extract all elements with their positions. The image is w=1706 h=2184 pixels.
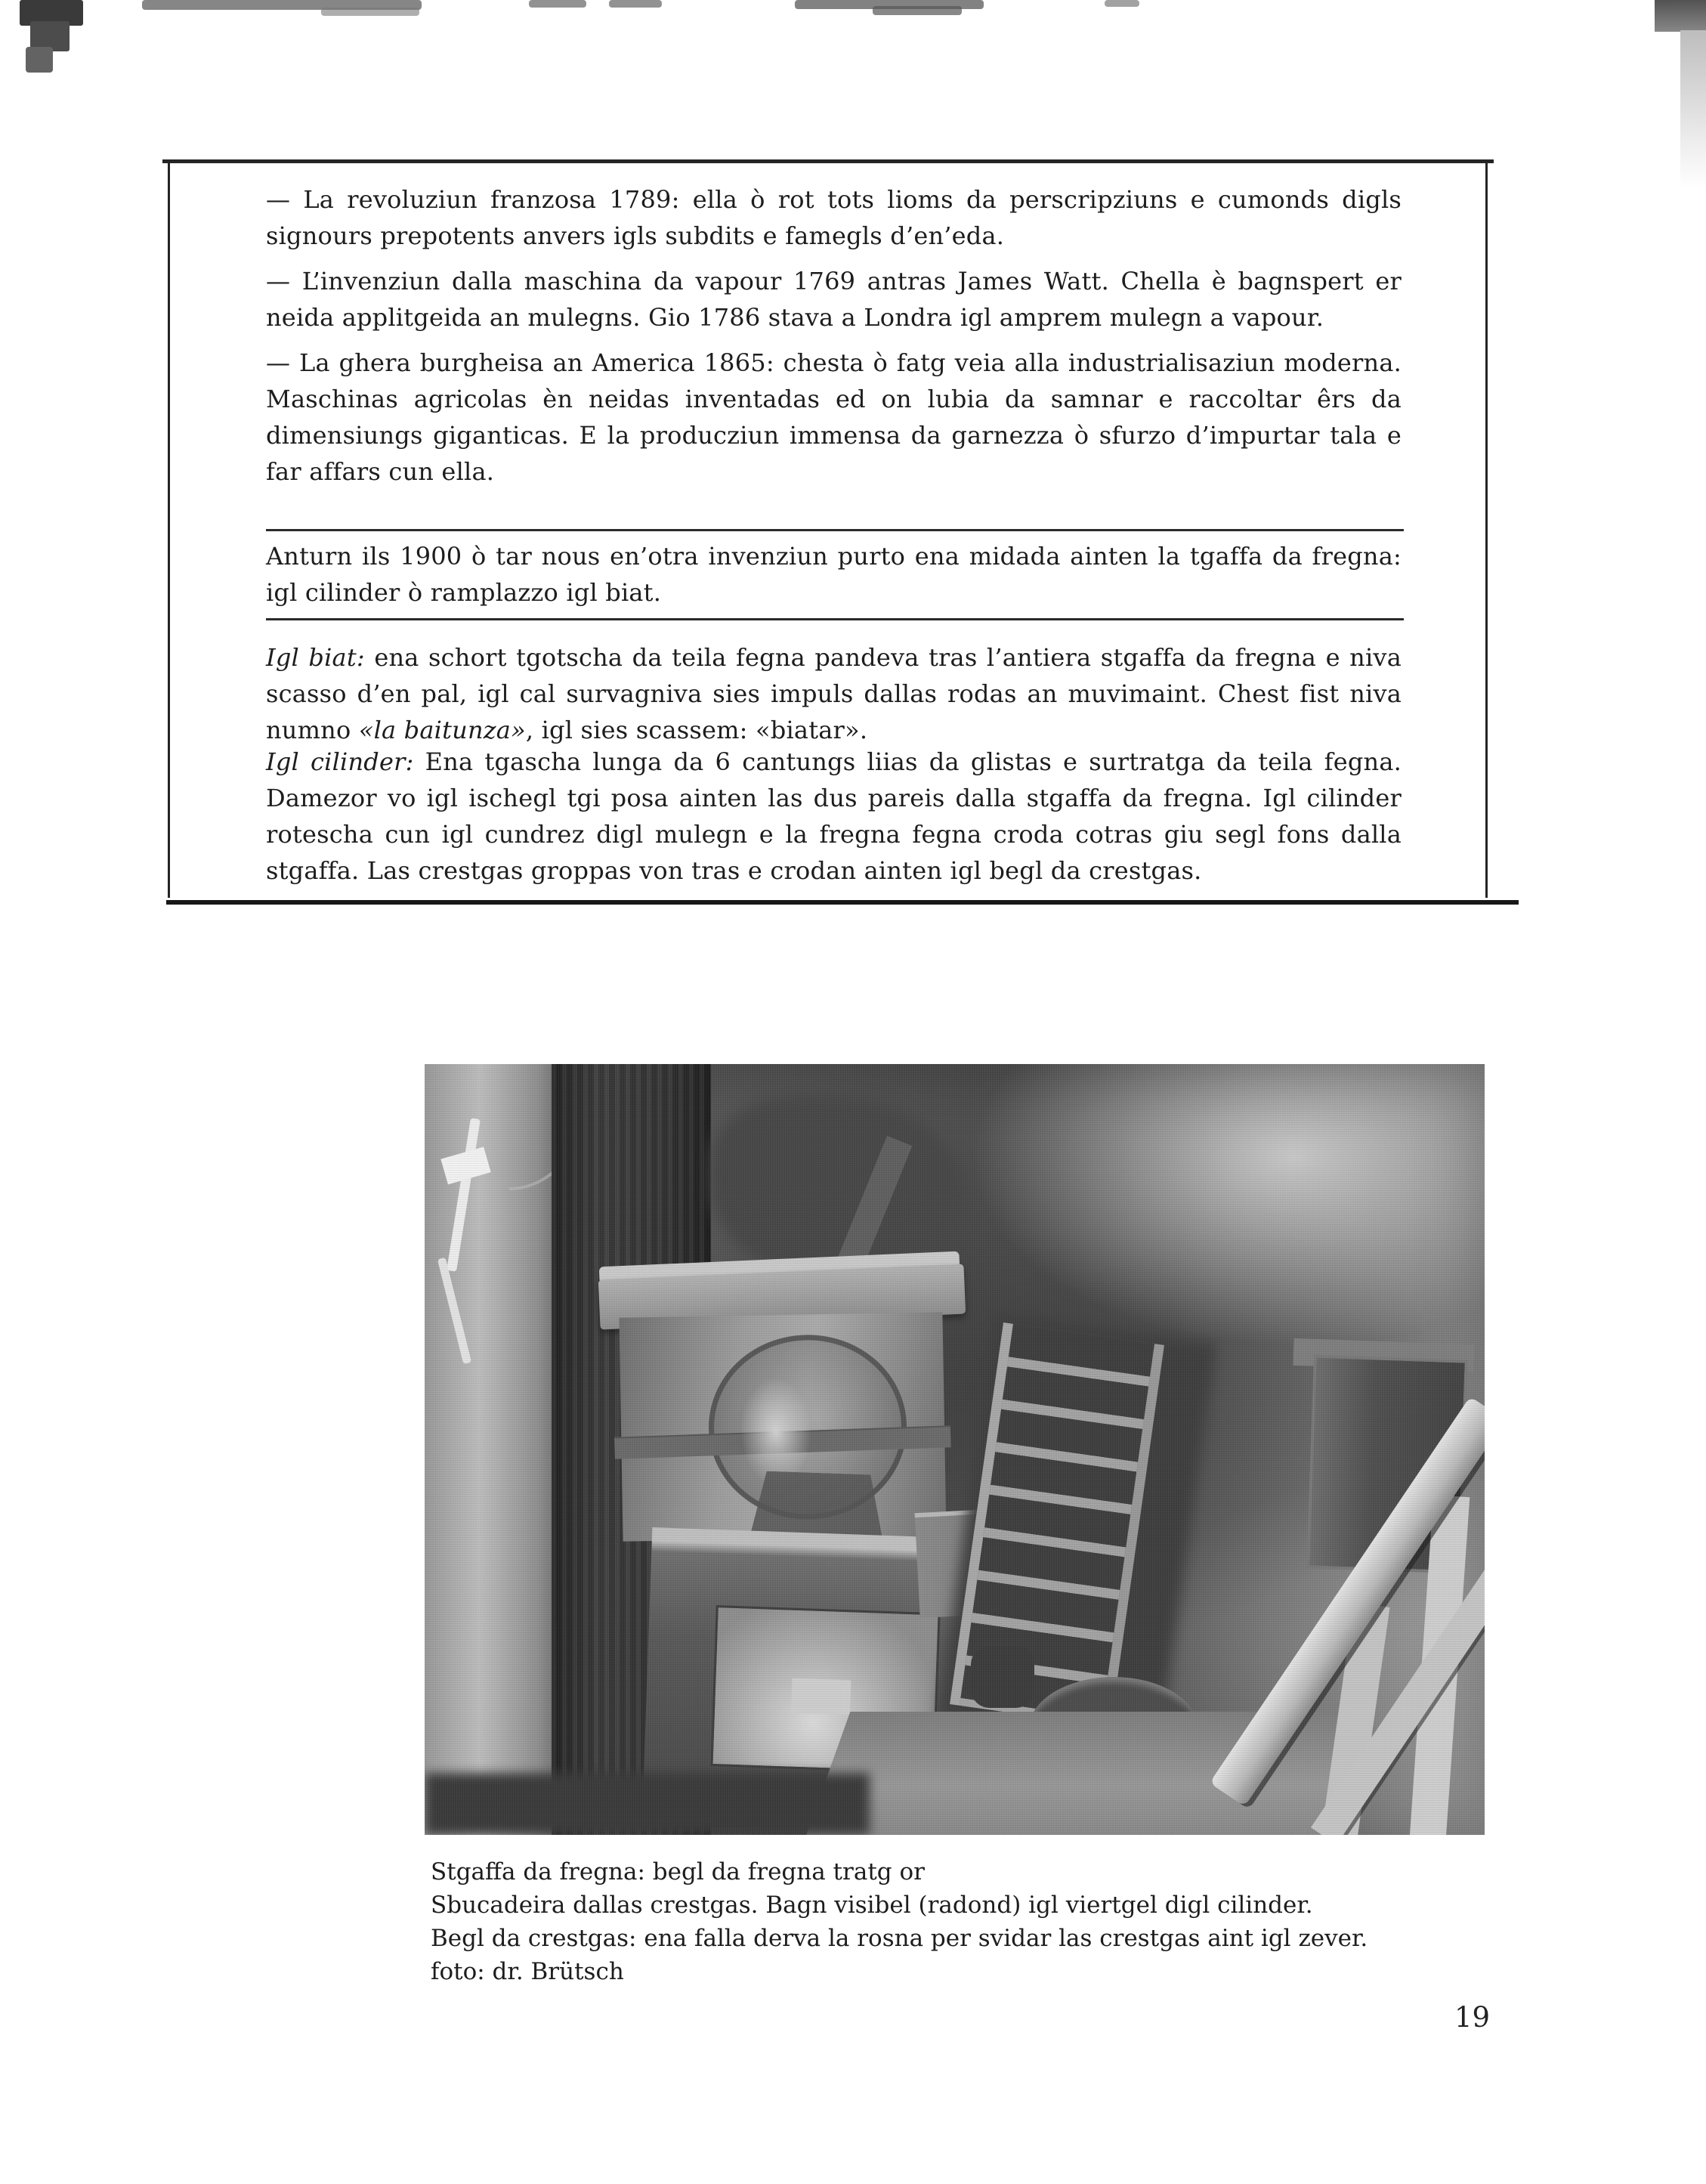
intro-box-top-border	[162, 159, 1494, 163]
photo-right-panel	[1306, 1354, 1468, 1573]
photo-chest-lid-highlight	[599, 1251, 960, 1284]
definition-italic-phrase: «la baitunza»	[358, 716, 526, 744]
photo-caption-line: Stgaffa da fregna: begl da fregna tratg or	[431, 1858, 925, 1885]
photo-round-tub	[1029, 1677, 1198, 1781]
mill-interior-photo	[425, 1064, 1485, 1835]
photo-hanging-string	[437, 1258, 471, 1364]
page-number: 19	[1454, 2001, 1491, 2034]
photo-railing-handrail	[1210, 1397, 1485, 1807]
photo-lower-chest	[643, 1527, 1044, 1811]
photo-left-wall	[425, 1064, 562, 1835]
definition-biat	[266, 639, 1402, 748]
photo-baluster	[1319, 1602, 1389, 1835]
photo-railing-lower	[1311, 1555, 1485, 1835]
definition-body: , igl sies scassem: «biatar».	[525, 716, 868, 744]
photo-lower-chest-panel	[710, 1605, 940, 1774]
scan-artifact-streak	[609, 0, 662, 8]
photo-chest-band	[614, 1425, 951, 1459]
photo-machinery-shadow	[711, 1095, 966, 1280]
scan-artifact-streak	[1105, 0, 1139, 7]
photo-small-pot	[971, 1646, 1034, 1708]
scan-artifact-streak	[529, 0, 586, 8]
definition-cilinder	[266, 744, 1402, 889]
photo-chest-circle	[706, 1332, 907, 1520]
definition-term-cilinder: Igl cilinder:	[266, 747, 414, 776]
photo-chest-highlight	[740, 1377, 813, 1486]
intro-box-right-border	[1485, 163, 1488, 898]
scan-artifact-blob	[30, 21, 70, 51]
photo-door-arch	[509, 1064, 608, 1190]
photo-ladder-shadow	[938, 1313, 1215, 1748]
scan-artifact-streak	[321, 8, 419, 16]
intro-box-left-border	[168, 163, 170, 898]
intro-box-bottom-rule	[166, 900, 1519, 905]
photo-caption-line: Sbucadeira dallas crestgas. Bagn visibel (radond) igl viertgel digl cilinder.	[431, 1892, 1313, 1919]
photo-leaning-plank	[812, 1136, 913, 1332]
photo-ladder	[950, 1322, 1164, 1727]
scan-artifact-corner	[1655, 0, 1706, 32]
scan-artifact-blob	[20, 0, 83, 26]
scan-artifact-blob	[26, 47, 53, 73]
divider-rule	[266, 529, 1404, 531]
scan-artifact-streak	[873, 6, 962, 15]
photo-right-panel-bar	[1293, 1338, 1475, 1372]
bullet-paragraph-steam: — L’invenziun dalla maschina da vapour 1769 antras James Watt. Chella è bagnspert er neida applitgeida an mulegns. Gio 1786 stava a Londra igl amprem mulegn a vapour.	[266, 267, 1402, 332]
photo-baluster	[1409, 1495, 1470, 1835]
note-paragraph-1900: Anturn ils 1900 ò tar nous en’otra invenziun purto ena midada ainten la tgaffa da fregna: igl cilinder ò ramplazzo igl biat.	[266, 542, 1402, 607]
scan-artifact-streak	[795, 0, 984, 9]
photo-paper-tag	[441, 1147, 491, 1185]
photo-lower-chest-plate	[791, 1678, 851, 1715]
photo-chest-lid	[598, 1264, 966, 1330]
photo-floor	[806, 1712, 1358, 1835]
scan-artifact-edge-strip	[1680, 30, 1706, 189]
bullet-paragraph-revolution: — La revoluziun franzosa 1789: ella ò rot tots lioms da perscripziuns e cumonds digls signours prepotents anvers igls subdits e famegls d’en’eda.	[266, 185, 1402, 250]
photo-hopper-shadow	[741, 1470, 893, 1575]
divider-rule	[266, 618, 1404, 620]
photo-hanging-string	[447, 1118, 480, 1272]
photo-side-box	[915, 1502, 1127, 1617]
definition-body: ena schort tgotscha da teila fegna pandeva tras l’antiera stgaffa da fregna e niva scasso d’en pal, igl cal survagniva sies impuls dallas rodas an muvimaint. Chest fist niva numno	[266, 643, 1402, 744]
definition-body: Ena tgascha lunga da 6 cantungs liias da glistas e surtratga da teila fegna. Damezor vo igl ischegl tgi posa ainten las dus pareis dalla stgaffa da fregna. Igl cilinder rotescha cun igl cundrez digl mulegn e la fregna fegna croda cotras giu segl fons dalla stgaffa. Las crestgas groppas von tras e crodan ainten igl begl da crestgas.	[266, 747, 1402, 885]
photo-credit-line: foto: dr. Brütsch	[431, 1958, 624, 1985]
photo-caption-line: Begl da crestgas: ena falla derva la rosna per svidar las crestgas aint igl zever.	[431, 1925, 1368, 1952]
definition-term-biat: Igl biat:	[266, 643, 365, 672]
photo-ring-handle	[971, 1550, 1009, 1587]
bullet-paragraph-america: — La ghera burgheisa an America 1865: chesta ò fatg veia alla industrialisaziun moderna. Maschinas agricolas èn neidas inventadas ed on lubia da samnar e raccoltar êrs da dimensiungs giganticas. E la producziun immensa da garnezza ò sfurzo d’impurtar tala e far affars cun ella.	[266, 348, 1402, 486]
photo-wooden-post	[552, 1064, 710, 1835]
photo-bottom-shadow	[425, 1773, 870, 1835]
scan-artifact-streak	[142, 0, 422, 10]
photo-chest-body	[619, 1312, 946, 1541]
